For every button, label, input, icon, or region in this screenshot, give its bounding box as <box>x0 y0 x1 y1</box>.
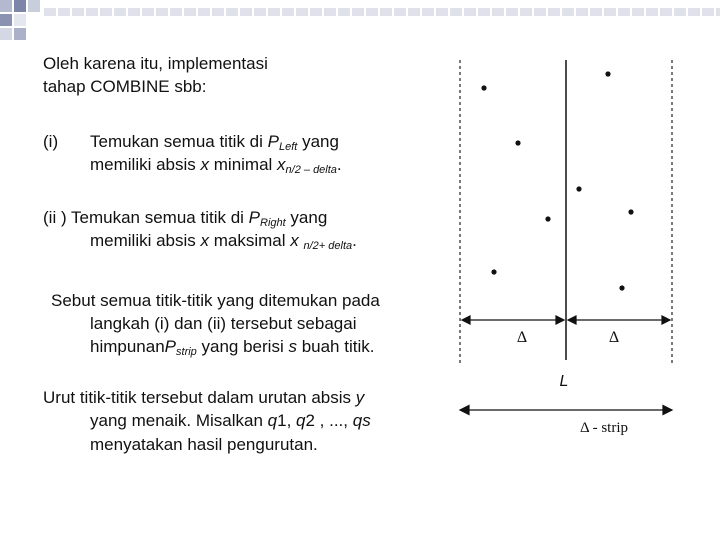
step1-number: (i) <box>43 132 59 151</box>
intro-line-1: Oleh karena itu, implementasi <box>43 54 268 73</box>
point <box>515 140 520 145</box>
delta-strip-label: Δ - strip <box>580 420 628 436</box>
delta-left-label: Δ <box>516 329 528 346</box>
step1-line-1: Temukan semua titik di $P_{Left}$ yang <box>90 132 339 153</box>
delta-right-arrow <box>568 316 670 324</box>
step2-line-2: memiliki absis x maksimal x $_{n/2+ delta}$. <box>90 231 357 252</box>
strip-def-line-2: langkah (i) dan (ii) tersebut sebagai <box>90 314 357 333</box>
intro-line-2: tahap COMBINE sbb: <box>43 77 207 96</box>
point <box>545 216 550 221</box>
step2-line-1: (ii ) Temukan semua titik di $P_{Right}$ yang <box>43 208 328 229</box>
step1-line-2: memiliki absis x minimal $x_{n/2 - delta}$. <box>90 155 342 176</box>
strip-def-line-1: Sebut semua titik-titik yang ditemukan pada <box>51 291 380 310</box>
sort-line-3: menyatakan hasil pengurutan. <box>90 435 318 454</box>
point <box>576 186 581 191</box>
sort-line-2: yang menaik. Misalkan q1, q2 , ..., qs <box>90 411 371 430</box>
delta-left-arrow <box>462 316 564 324</box>
strip-def-line-3: himpunanP$_{strip}$ yang berisi s buah titik. <box>90 337 375 358</box>
delta-strip-arrow <box>460 406 672 415</box>
point <box>628 209 633 214</box>
sort-line-1: Urut titik-titik tersebut dalam urutan absis y <box>43 388 365 407</box>
point <box>491 269 496 274</box>
point <box>605 71 610 76</box>
point <box>481 85 486 90</box>
line-L-label: L <box>559 373 569 390</box>
point <box>619 285 624 290</box>
delta-right-label: Δ <box>608 329 620 346</box>
